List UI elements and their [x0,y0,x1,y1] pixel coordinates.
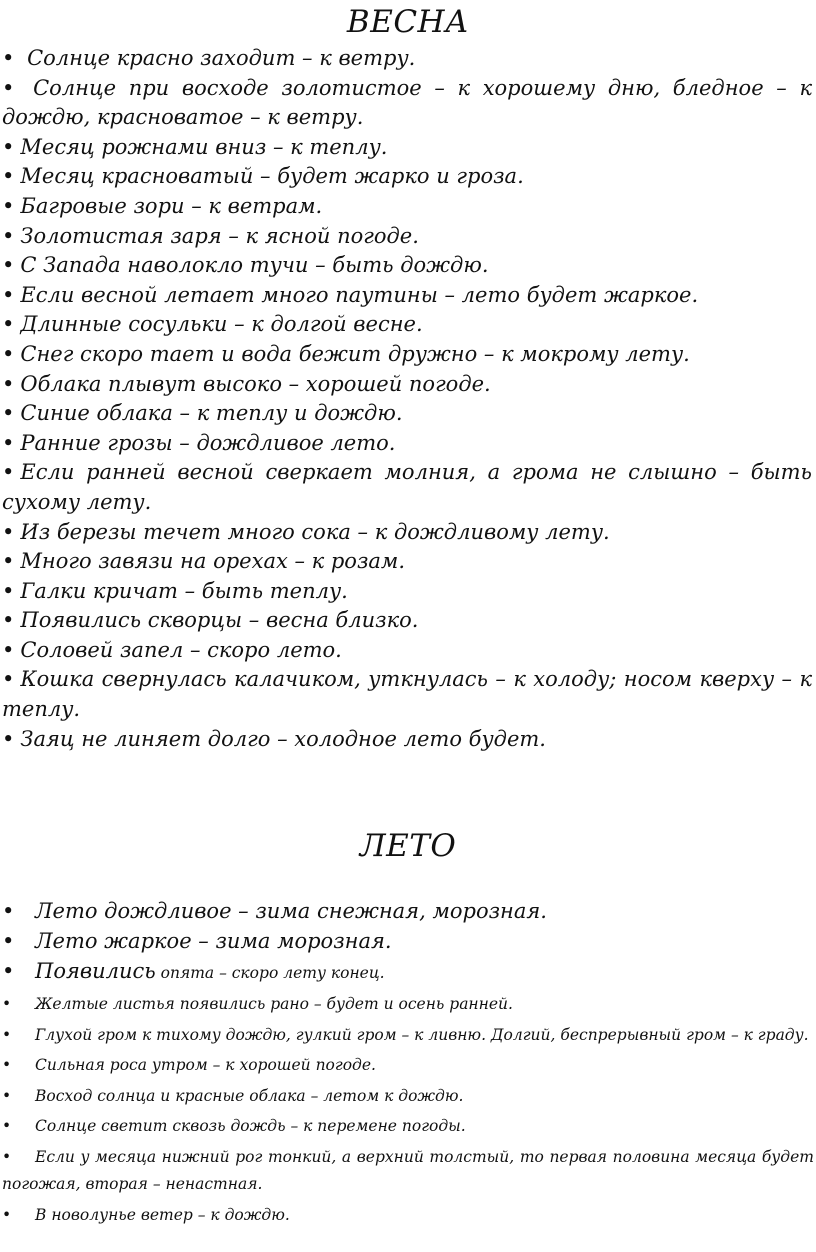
bullet-icon: • [2,929,15,953]
list-item [2,518,812,548]
omen-text: Солнце при восходе золотистое – к хорошему дню, бледное – к дождю, красноватое – к ветру. [2,75,812,130]
list-item [2,370,812,400]
list-item [2,665,812,724]
omen-text: Снег скоро тает и вода бежит дружно – к мокрому лету. [20,341,690,366]
omen-text: Желтые листья появились рано – будет и осень ранней. [35,995,513,1013]
bullet-icon: • [2,164,15,189]
bullet-icon: • [2,1025,12,1044]
omen-text: Облака плывут высоко – хорошей погоде. [20,371,491,396]
bullet-icon: • [2,134,15,159]
list-item [2,192,812,222]
omen-text: Много завязи на орехах – к розам. [20,549,406,574]
section-title-spring: ВЕСНА [346,4,470,40]
list-item [2,222,812,252]
omen-text: С Запада наволокло тучи – быть дождю. [20,253,489,278]
list-item [2,991,814,1019]
list-item [2,162,812,192]
bullet-icon: • [2,1056,12,1074]
bullet-icon: • [2,578,15,603]
spring-omens-list [2,44,812,754]
omen-text: Сильная роса утром – к хорошей погоде. [35,1056,376,1074]
list-item [2,896,814,926]
omen-text: Ранние грозы – дождливое лето. [20,430,396,455]
bullet-icon: • [2,667,15,692]
bullet-icon: • [2,995,12,1013]
bullet-icon: • [2,726,15,751]
omen-text: Соловей запел – скоро лето. [20,637,342,662]
list-item [2,926,814,956]
list-item [2,1113,814,1141]
omen-text: Длинные сосульки – к долгой весне. [20,312,423,337]
list-item [2,399,812,429]
omen-text: Глухой гром к тихому дождю, гулкий гром – к ливню. Долгий, беспрерывный гром – к граду. [35,1025,809,1044]
list-item [2,251,812,281]
list-item [2,1052,814,1080]
bullet-icon: • [2,401,15,426]
bullet-icon: • [2,282,15,307]
bullet-icon: • [2,223,15,248]
list-item [2,1083,814,1111]
list-item [2,429,812,459]
omen-text: Кошка свернулась калачиком, уткнулась – к холоду; носом кверху – к теплу. [2,667,812,722]
list-item [2,725,812,755]
list-item [2,1202,814,1230]
bullet-icon: • [2,46,15,70]
list-item [2,281,812,311]
bullet-icon: • [2,430,15,455]
summer-omens-list [2,896,814,1229]
omen-text: Солнце красно заходит – к ветру. [27,46,416,70]
bullet-icon: • [2,253,15,278]
omen-text: Багровые зори – к ветрам. [20,193,323,218]
bullet-icon: • [2,637,15,662]
omen-text: Если весной летает много паутины – лето будет жаркое. [20,282,699,307]
omen-text: Месяц красноватый – будет жарко и гроза. [20,164,524,189]
bullet-icon: • [2,193,15,218]
list-item [2,577,812,607]
omen-text: В новолунье ветер – к дождю. [35,1205,290,1224]
bullet-icon: • [2,1147,12,1166]
list-item [2,133,812,163]
omen-text: Лето дождливое – зима снежная, морозная. [35,899,547,923]
omen-text: Если у месяца нижний рог тонкий, а верхний толстый, то первая половина месяца будет погожая, вторая – ненастная. [2,1147,814,1193]
bullet-icon: • [2,371,15,396]
omen-text: Лето жаркое – зима морозная. [35,929,392,953]
list-item [2,44,812,74]
bullet-icon: • [2,460,15,485]
bullet-icon: • [2,959,15,983]
list-item [2,547,812,577]
omen-text: Появились скворцы – весна близко. [20,608,419,633]
bullet-icon: • [2,312,15,337]
list-item [2,340,812,370]
list-item [2,74,812,133]
bullet-icon: • [2,549,15,574]
bullet-icon: • [2,341,15,366]
omen-text: Галки кричат – быть теплу. [20,578,348,603]
bullet-icon: • [2,899,15,923]
omen-text: Из березы течет много сока – к дождливому лету. [20,519,610,544]
list-item [2,310,812,340]
bullet-icon: • [2,1117,12,1135]
bullet-icon: • [2,519,15,544]
list-item [2,636,812,666]
list-item [2,956,814,988]
bullet-icon: • [2,1205,12,1224]
omen-text: Месяц рожнами вниз – к теплу. [20,134,388,159]
list-item [2,1022,814,1050]
list-item [2,606,812,636]
list-item [2,458,812,517]
omen-text: Если ранней весной сверкает молния, а грома не слышно – быть сухому лету. [2,460,812,514]
omen-text: Заяц не линяет долго – холодное лето будет. [20,726,546,751]
omen-text: Синие облака – к теплу и дождю. [20,401,403,426]
section-title-summer: ЛЕТО [359,828,457,864]
omen-text: Солнце светит сквозь дождь – к перемене погоды. [35,1117,466,1135]
bullet-icon: • [2,1086,12,1105]
omen-text: Восход солнца и красные облака – летом к дождю. [35,1086,464,1105]
omen-text-rest: опята – скоро лету конец. [155,964,385,982]
omen-text: Золотистая заря – к ясной погоде. [20,223,419,248]
omen-text-lead: Появились [35,959,156,983]
list-item [2,1144,814,1199]
bullet-icon: • [2,608,15,633]
bullet-icon: • [2,75,15,100]
